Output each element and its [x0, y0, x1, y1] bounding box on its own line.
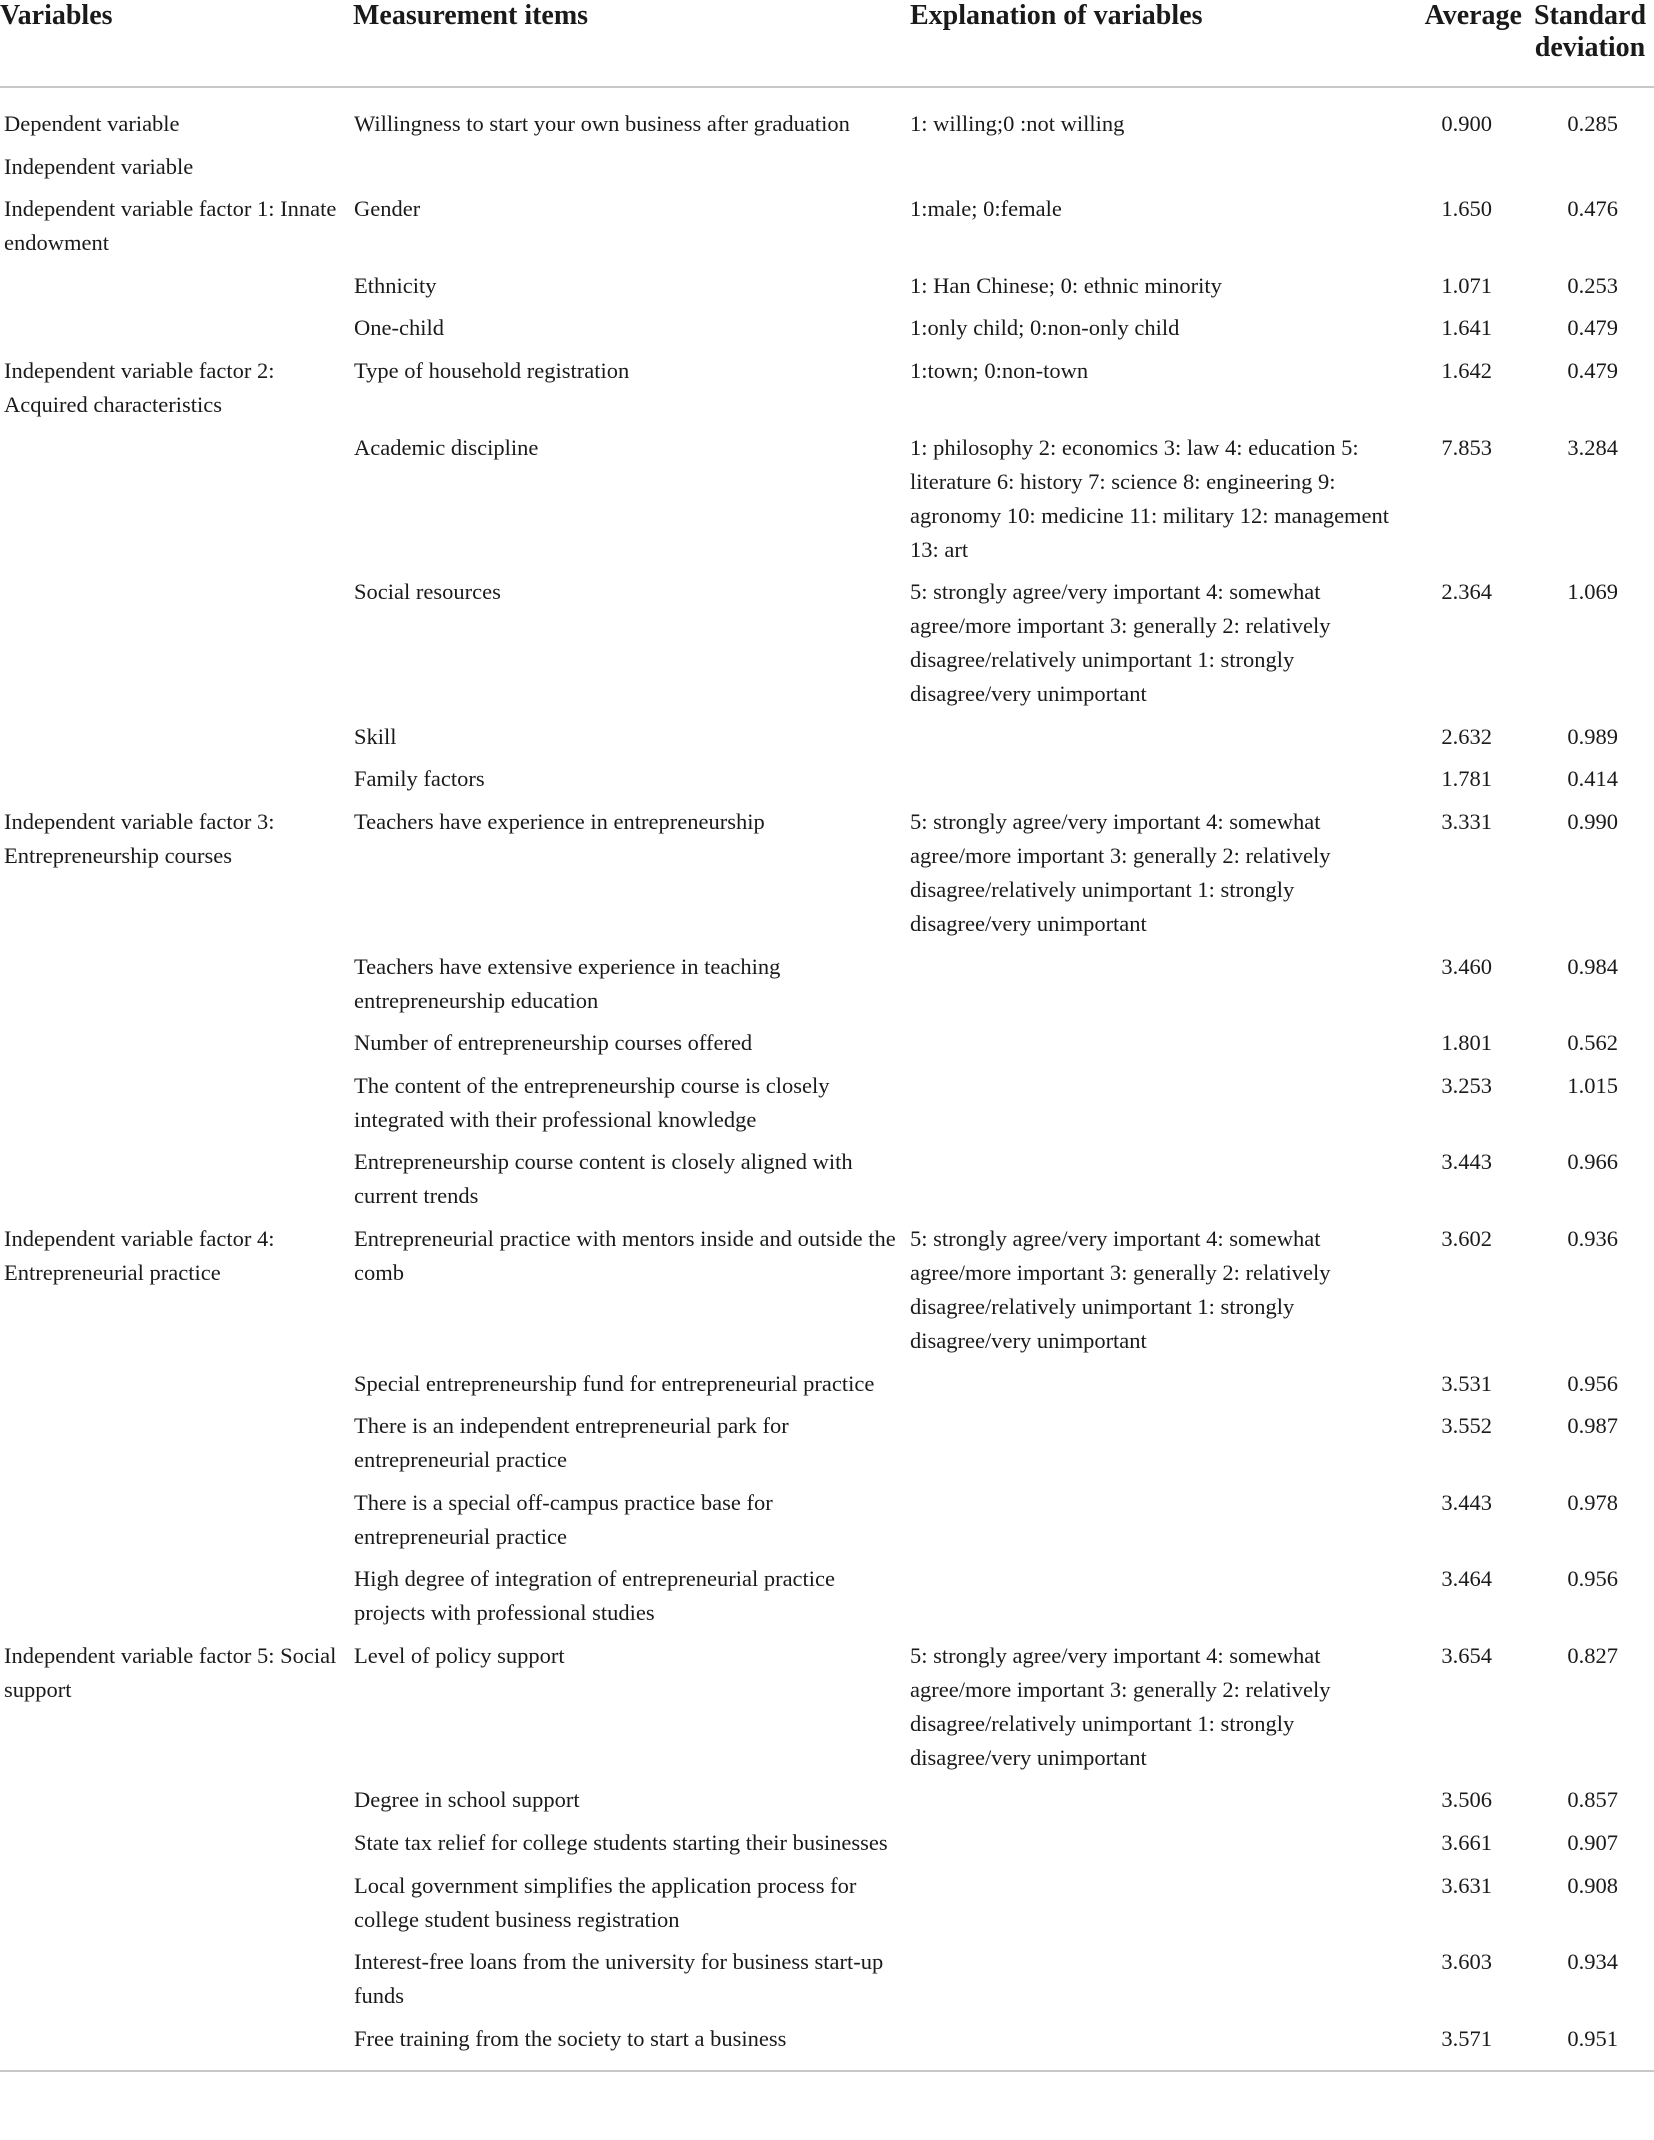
header-explanation: Explanation of variables [910, 0, 1398, 87]
measurement-item-cell: Willingness to start your own business after graduation [354, 111, 850, 136]
measurement-item-cell: Entrepreneurial practice with mentors inside and outside the comb [354, 1225, 896, 1285]
measurement-item-cell: State tax relief for college students starting their businesses [354, 1830, 888, 1856]
header-standard-deviation: Standard deviation [1526, 0, 1654, 87]
header-average: Average [1398, 0, 1526, 87]
average-cell: 1.781 [1441, 766, 1492, 792]
average-cell: 3.443 [1441, 1489, 1492, 1515]
standard-deviation-cell: 0.934 [1567, 1949, 1618, 1975]
explanation-cell [910, 1069, 1398, 1146]
measurement-item-cell: High degree of integration of entrepreneurial practice projects with professional studies [354, 1566, 836, 1626]
measurement-item-cell: Free training from the society to start a business [353, 2022, 910, 2071]
average-cell: 0.900 [1441, 111, 1492, 136]
table-row [0, 311, 1654, 354]
measurement-item-cell: Local government simplifies the application process for college student business registration [354, 1872, 857, 1932]
table-row [0, 1145, 1654, 1222]
standard-deviation-cell: 0.907 [1567, 1830, 1618, 1856]
standard-deviation-cell: 0.827 [1567, 1642, 1618, 1668]
variable-cell [0, 1783, 353, 1826]
table-row [0, 1222, 1654, 1367]
variable-cell [0, 575, 353, 720]
measurement-item-cell: Number of entrepreneurship courses offered [354, 1030, 753, 1056]
measurement-item-cell: Entrepreneurship course content is closely aligned with current trends [354, 1149, 853, 1209]
measurement-item-cell: The content of the entrepreneurship course is closely integrated with their professional knowledge [354, 1072, 830, 1132]
table-row [0, 431, 1654, 576]
variable-cell: Independent variable factor 3: Entrepreneurship courses [4, 808, 275, 868]
table-row [0, 950, 1654, 1027]
explanation-cell [910, 1486, 1398, 1563]
table-row [0, 1869, 1654, 1946]
average-cell: 3.506 [1441, 1787, 1492, 1813]
measurement-item-cell: Level of policy support [354, 1642, 565, 1668]
table-row [0, 575, 1654, 720]
standard-deviation-cell: 0.479 [1567, 357, 1618, 383]
explanation-cell [910, 1562, 1398, 1639]
variable-cell [0, 431, 353, 576]
measurement-item-cell: Special entrepreneurship fund for entrepreneurial practice [354, 1370, 875, 1396]
explanation-cell [910, 1945, 1398, 2022]
explanation-cell: 1:town; 0:non-town [910, 357, 1089, 383]
standard-deviation-cell: 0.989 [1567, 723, 1618, 749]
average-cell: 3.661 [1441, 1830, 1492, 1856]
explanation-cell [910, 1409, 1398, 1486]
table-row [0, 1639, 1654, 1784]
standard-deviation-cell: 0.908 [1567, 1872, 1618, 1898]
average-cell: 3.654 [1441, 1642, 1492, 1668]
measurement-item-cell: Skill [354, 723, 397, 749]
measurement-item-cell: Teachers have experience in entrepreneurship [354, 808, 765, 834]
table-body [0, 87, 1654, 2071]
variable-cell [0, 1869, 353, 1946]
table-row [0, 1069, 1654, 1146]
variable-cell [0, 950, 353, 1027]
average-cell: 3.603 [1441, 1949, 1492, 1975]
table-row [0, 354, 1654, 431]
measurement-item-cell: Interest-free loans from the university for business start-up funds [354, 1949, 884, 2009]
explanation-cell: 5: strongly agree/very important 4: somewhat agree/more important 3: generally 2: relatively disagree/relatively unimportant 1: strongly disagree/very unimportant [910, 579, 1331, 707]
measurement-item-cell: Academic discipline [354, 434, 539, 460]
measurement-item-cell: Degree in school support [354, 1787, 580, 1813]
average-cell: 2.364 [1441, 579, 1492, 605]
explanation-cell [910, 1026, 1398, 1069]
table-row [0, 87, 1654, 150]
average-cell: 1.650 [1441, 196, 1492, 222]
explanation-cell: 1: philosophy 2: economics 3: law 4: education 5: literature 6: history 7: science 8: engineering 9: agronomy 10: medicine 11: military 12: management 13: art [910, 434, 1390, 562]
table-row [0, 1367, 1654, 1410]
standard-deviation-cell: 0.956 [1567, 1566, 1618, 1592]
variable-cell: Independent variable factor 1: Innate endowment [4, 196, 337, 256]
variable-cell [0, 1486, 353, 1563]
explanation-cell: 1:only child; 0:non-only child [910, 315, 1180, 341]
average-cell: 3.571 [1398, 2022, 1526, 2071]
table-row [0, 1826, 1654, 1869]
explanation-cell [910, 762, 1398, 805]
table-row [0, 150, 1654, 193]
average-cell: 1.641 [1441, 315, 1492, 341]
table-row [0, 1409, 1654, 1486]
table-row [0, 269, 1654, 312]
standard-deviation-cell: 1.069 [1567, 579, 1618, 605]
standard-deviation-cell: 0.990 [1567, 808, 1618, 834]
standard-deviation-cell: 0.956 [1567, 1370, 1618, 1396]
variable-cell [0, 1945, 353, 2022]
variable-cell: Independent variable factor 5: Social support [4, 1642, 337, 1702]
average-cell: 3.631 [1441, 1872, 1492, 1898]
explanation-cell [910, 2022, 1398, 2071]
average-cell: 2.632 [1441, 723, 1492, 749]
variable-cell [0, 269, 353, 312]
average-cell: 3.602 [1441, 1225, 1492, 1251]
variable-cell [0, 2022, 353, 2071]
explanation-cell: 1: willing;0 :not willing [910, 111, 1125, 136]
standard-deviation-cell: 0.984 [1567, 953, 1618, 979]
average-cell: 3.253 [1441, 1072, 1492, 1098]
average-cell: 1.071 [1441, 272, 1492, 298]
table-row [0, 192, 1654, 269]
average-cell [1398, 150, 1526, 193]
table-row [0, 1562, 1654, 1639]
standard-deviation-cell: 0.253 [1567, 272, 1618, 298]
measurement-item-cell: Social resources [354, 579, 501, 605]
measurement-item-cell: Teachers have extensive experience in teaching entrepreneurship education [354, 953, 781, 1013]
standard-deviation-cell: 1.015 [1567, 1072, 1618, 1098]
standard-deviation-cell: 0.936 [1567, 1225, 1618, 1251]
table-header-row [0, 0, 1654, 87]
table-row [0, 762, 1654, 805]
table-row [0, 720, 1654, 763]
explanation-cell [910, 150, 1398, 193]
variable-cell [0, 1145, 353, 1222]
variable-cell [0, 1826, 353, 1869]
variable-cell [0, 311, 353, 354]
variable-cell: Independent variable [4, 153, 194, 179]
average-cell: 7.853 [1441, 434, 1492, 460]
average-cell: 3.443 [1441, 1149, 1492, 1175]
explanation-cell [910, 1869, 1398, 1946]
header-variables: Variables [0, 0, 353, 87]
table-row [0, 2022, 1654, 2071]
average-cell: 3.460 [1441, 953, 1492, 979]
standard-deviation-cell: 0.987 [1567, 1413, 1618, 1439]
explanation-cell [910, 1145, 1398, 1222]
standard-deviation-cell: 0.479 [1567, 315, 1618, 341]
variable-cell [0, 1409, 353, 1486]
standard-deviation-cell: 0.857 [1567, 1787, 1618, 1813]
variable-cell [0, 720, 353, 763]
standard-deviation-cell: 0.476 [1567, 196, 1618, 222]
table-row [0, 805, 1654, 950]
variable-cell [0, 1069, 353, 1146]
average-cell: 3.552 [1441, 1413, 1492, 1439]
explanation-cell [910, 720, 1398, 763]
variable-cell [0, 1562, 353, 1639]
explanation-cell: 5: strongly agree/very important 4: somewhat agree/more important 3: generally 2: relatively disagree/relatively unimportant 1: strongly disagree/very unimportant [910, 808, 1331, 936]
variable-cell [0, 762, 353, 805]
average-cell: 1.642 [1441, 357, 1492, 383]
measurement-item-cell [353, 150, 910, 193]
variable-cell: Dependent variable [4, 111, 180, 136]
variable-cell [0, 1026, 353, 1069]
standard-deviation-cell: 0.562 [1567, 1030, 1618, 1056]
standard-deviation-cell: 0.951 [1526, 2022, 1654, 2071]
measurement-item-cell: Gender [354, 196, 421, 222]
average-cell: 3.531 [1441, 1370, 1492, 1396]
standard-deviation-cell [1526, 150, 1654, 193]
explanation-cell [910, 1783, 1398, 1826]
measurement-item-cell: Family factors [354, 766, 485, 792]
standard-deviation-cell: 0.966 [1567, 1149, 1618, 1175]
standard-deviation-cell: 3.284 [1567, 434, 1618, 460]
explanation-cell: 5: strongly agree/very important 4: somewhat agree/more important 3: generally 2: relatively disagree/relatively unimportant 1: strongly disagree/very unimportant [910, 1642, 1331, 1770]
table-row [0, 1783, 1654, 1826]
average-cell: 3.331 [1441, 808, 1492, 834]
standard-deviation-cell: 0.978 [1567, 1489, 1618, 1515]
header-measurement-items: Measurement items [353, 0, 910, 87]
variable-cell [0, 1367, 353, 1410]
measurement-item-cell: One-child [354, 315, 444, 341]
measurement-item-cell: Type of household registration [354, 357, 630, 383]
table-row [0, 1486, 1654, 1563]
explanation-cell: 1: Han Chinese; 0: ethnic minority [910, 272, 1222, 298]
standard-deviation-cell: 0.285 [1567, 111, 1618, 136]
average-cell: 3.464 [1441, 1566, 1492, 1592]
explanation-cell [910, 1826, 1398, 1869]
table-row [0, 1026, 1654, 1069]
measurement-item-cell: Ethnicity [354, 272, 437, 298]
standard-deviation-cell: 0.414 [1567, 766, 1618, 792]
table-row [0, 1945, 1654, 2022]
measurement-item-cell: There is a special off-campus practice base for entrepreneurial practice [354, 1489, 773, 1549]
variable-cell: Independent variable factor 2: Acquired characteristics [4, 357, 275, 417]
explanation-cell: 5: strongly agree/very important 4: somewhat agree/more important 3: generally 2: relatively disagree/relatively unimportant 1: strongly disagree/very unimportant [910, 1225, 1331, 1353]
explanation-cell: 1:male; 0:female [910, 196, 1062, 222]
explanation-cell [910, 1367, 1398, 1410]
measurement-item-cell: There is an independent entrepreneurial park for entrepreneurial practice [354, 1413, 789, 1473]
average-cell: 1.801 [1441, 1030, 1492, 1056]
variable-cell: Independent variable factor 4: Entrepreneurial practice [4, 1225, 275, 1285]
explanation-cell [910, 950, 1398, 1027]
